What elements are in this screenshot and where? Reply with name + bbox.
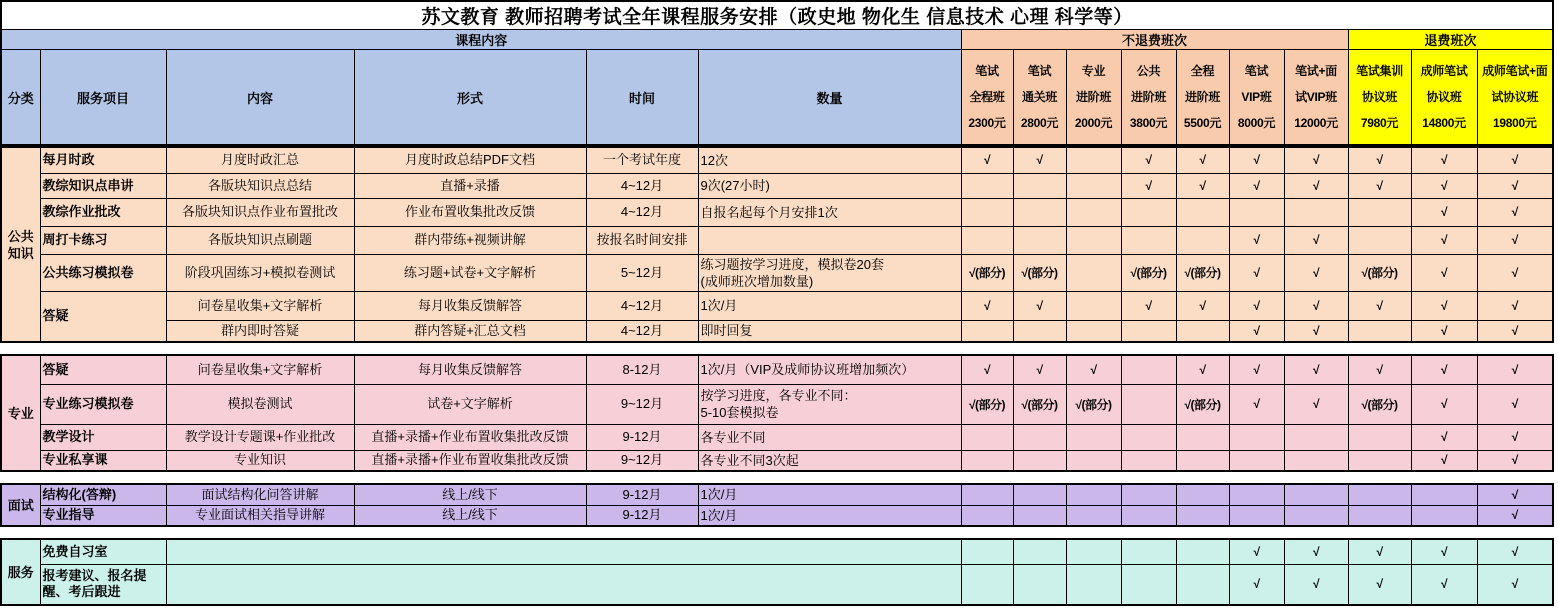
time-cell: 9~12月 xyxy=(586,450,698,471)
check-cell: √ xyxy=(1477,539,1553,564)
check-cell xyxy=(1121,564,1176,605)
check-cell xyxy=(1013,539,1066,564)
column-header-6: 数量 xyxy=(698,50,961,146)
quantity-cell: 按学习进度，各专业不同： 5-10套模拟卷 xyxy=(698,384,961,424)
table-row xyxy=(1,254,1553,291)
check-cell xyxy=(1013,424,1066,450)
category-cell: 公共 知识 xyxy=(1,147,40,342)
check-cell xyxy=(1176,484,1229,505)
content-cell: 各版块知识点作业布置批改 xyxy=(166,198,354,226)
check-cell xyxy=(1013,198,1066,226)
time-cell: 9~12月 xyxy=(586,384,698,424)
check-cell xyxy=(1348,484,1411,505)
check-cell xyxy=(1121,320,1176,342)
form-cell: 群内答疑+汇总文档 xyxy=(354,320,586,342)
check-cell xyxy=(961,173,1013,198)
table-row xyxy=(1,484,1553,505)
check-cell: √ xyxy=(1477,291,1553,320)
form-cell: 作业布置收集批改反馈 xyxy=(354,198,586,226)
check-cell: √ xyxy=(1348,564,1411,605)
class-header-10: 成师笔试+面 试协议班 19800元 xyxy=(1477,50,1553,146)
check-cell: √ xyxy=(1176,173,1229,198)
time-cell: 按报名时间安排 xyxy=(586,226,698,254)
merged-detail-cell xyxy=(166,564,961,605)
quantity-cell: 1次/月 xyxy=(698,505,961,526)
check-cell: √ xyxy=(1348,539,1411,564)
service-item-cell: 报考建议、报名提醒、考后跟进 xyxy=(40,564,166,605)
check-cell: √ xyxy=(1284,226,1348,254)
check-cell xyxy=(1284,450,1348,471)
form-cell: 练习题+试卷+文字解析 xyxy=(354,254,586,291)
check-cell: √ xyxy=(1229,291,1284,320)
table-row xyxy=(1,564,1553,605)
check-cell: √(部分) xyxy=(961,384,1013,424)
check-cell: √ xyxy=(1411,424,1477,450)
class-header-8: 笔试集训 协议班 7980元 xyxy=(1348,50,1411,146)
check-cell: √(部分) xyxy=(1348,384,1411,424)
check-cell xyxy=(961,320,1013,342)
column-header-4: 形式 xyxy=(354,50,586,146)
check-cell xyxy=(1066,198,1121,226)
check-cell: √ xyxy=(1121,291,1176,320)
check-cell xyxy=(1066,484,1121,505)
check-cell: √ xyxy=(1229,384,1284,424)
check-cell: √ xyxy=(1411,320,1477,342)
section-gap xyxy=(0,472,1552,483)
check-cell: √(部分) xyxy=(1066,384,1121,424)
check-cell: √(部分) xyxy=(1013,254,1066,291)
check-cell xyxy=(1066,564,1121,605)
check-cell: √ xyxy=(1229,147,1284,173)
content-cell: 月度时政汇总 xyxy=(166,147,354,173)
class-header-1: 笔试 全程班 2300元 xyxy=(961,50,1013,146)
check-cell xyxy=(1013,505,1066,526)
check-cell xyxy=(961,450,1013,471)
check-cell: √ xyxy=(1229,539,1284,564)
category-cell: 服务 xyxy=(1,539,40,605)
check-cell: √ xyxy=(1411,198,1477,226)
check-cell: √ xyxy=(1284,147,1348,173)
class-header-3: 专业 进阶班 2000元 xyxy=(1066,50,1121,146)
content-cell: 群内即时答疑 xyxy=(166,320,354,342)
category-cell: 专业 xyxy=(1,355,40,471)
check-cell: √ xyxy=(1176,147,1229,173)
service-item-cell: 教综知识点串讲 xyxy=(40,173,166,198)
column-header-3: 内容 xyxy=(166,50,354,146)
table-row xyxy=(1,173,1553,198)
content-cell: 阶段巩固练习+模拟卷测试 xyxy=(166,254,354,291)
check-cell: √ xyxy=(1477,198,1553,226)
quantity-cell: 1次/月（VIP及成师协议班增加频次） xyxy=(698,355,961,384)
table-row xyxy=(1,539,1553,564)
content-cell: 模拟卷测试 xyxy=(166,384,354,424)
quantity-cell: 1次/月 xyxy=(698,484,961,505)
check-cell: √ xyxy=(1348,355,1411,384)
check-cell: √ xyxy=(1477,320,1553,342)
column-header-1: 分类 xyxy=(1,50,40,146)
table-row xyxy=(1,450,1553,471)
check-cell: √ xyxy=(961,147,1013,173)
check-cell: √ xyxy=(1411,564,1477,605)
check-cell xyxy=(1176,564,1229,605)
check-cell xyxy=(1013,484,1066,505)
check-cell xyxy=(1411,484,1477,505)
check-cell: √ xyxy=(1411,450,1477,471)
time-cell: 8-12月 xyxy=(586,355,698,384)
content-cell: 各版块知识点刷题 xyxy=(166,226,354,254)
service-item-cell: 答疑 xyxy=(40,355,166,384)
check-cell xyxy=(1176,505,1229,526)
class-header-2: 笔试 通关班 2800元 xyxy=(1013,50,1066,146)
check-cell: √ xyxy=(1284,539,1348,564)
time-cell: 9-12月 xyxy=(586,484,698,505)
service-item-cell: 专业练习模拟卷 xyxy=(40,384,166,424)
check-cell xyxy=(1121,198,1176,226)
category-cell: 面试 xyxy=(1,484,40,526)
check-cell xyxy=(961,564,1013,605)
form-cell: 月度时政总结PDF文档 xyxy=(354,147,586,173)
check-cell: √ xyxy=(1284,254,1348,291)
check-cell xyxy=(1066,173,1121,198)
check-cell xyxy=(1348,226,1411,254)
table-row xyxy=(1,147,1553,173)
check-cell: √ xyxy=(961,291,1013,320)
check-cell: √ xyxy=(1229,355,1284,384)
table-row xyxy=(1,355,1553,384)
check-cell xyxy=(1013,564,1066,605)
group-nonrefund: 不退费班次 xyxy=(961,30,1348,50)
check-cell: √ xyxy=(1229,320,1284,342)
section-gap xyxy=(0,343,1552,354)
check-cell: √ xyxy=(1477,424,1553,450)
table-row xyxy=(1,198,1553,226)
check-cell xyxy=(1121,384,1176,424)
group-header-row xyxy=(1,30,1553,50)
check-cell xyxy=(1013,173,1066,198)
service-item-cell: 专业指导 xyxy=(40,505,166,526)
check-cell: √ xyxy=(1284,173,1348,198)
column-header-5: 时间 xyxy=(586,50,698,146)
check-cell: √ xyxy=(1229,564,1284,605)
check-cell: √ xyxy=(1477,505,1553,526)
form-cell: 线上/线下 xyxy=(354,505,586,526)
service-item-cell: 免费自习室 xyxy=(40,539,166,564)
check-cell: √ xyxy=(1013,291,1066,320)
section-gap xyxy=(0,527,1552,538)
table-row xyxy=(1,320,1553,342)
check-cell xyxy=(1229,505,1284,526)
check-cell: √ xyxy=(1411,147,1477,173)
table-row xyxy=(1,226,1553,254)
check-cell xyxy=(1066,539,1121,564)
check-cell xyxy=(1176,539,1229,564)
time-cell: 4~12月 xyxy=(586,173,698,198)
check-cell xyxy=(1176,198,1229,226)
check-cell xyxy=(961,226,1013,254)
check-cell: √ xyxy=(1176,291,1229,320)
check-cell xyxy=(961,539,1013,564)
check-cell xyxy=(1066,424,1121,450)
quantity-cell: 各专业不同 xyxy=(698,424,961,450)
check-cell: √ xyxy=(1284,320,1348,342)
check-cell: √ xyxy=(1411,291,1477,320)
content-cell: 面试结构化问答讲解 xyxy=(166,484,354,505)
check-cell xyxy=(1066,147,1121,173)
class-header-6: 笔试 VIP班 8000元 xyxy=(1229,50,1284,146)
check-cell xyxy=(1229,424,1284,450)
check-cell: √ xyxy=(961,355,1013,384)
check-cell: √(部分) xyxy=(1176,384,1229,424)
check-cell xyxy=(1284,198,1348,226)
check-cell: √ xyxy=(1477,173,1553,198)
check-cell: √ xyxy=(1477,564,1553,605)
group-course-content: 课程内容 xyxy=(1,30,961,50)
check-cell xyxy=(1121,226,1176,254)
quantity-cell: 自报名起每个月安排1次 xyxy=(698,198,961,226)
time-cell: 一个考试年度 xyxy=(586,147,698,173)
table-row xyxy=(1,384,1553,424)
service-item-cell: 周打卡练习 xyxy=(40,226,166,254)
check-cell xyxy=(1284,505,1348,526)
check-cell: √ xyxy=(1411,226,1477,254)
content-cell: 问卷星收集+文字解析 xyxy=(166,291,354,320)
check-cell xyxy=(1229,450,1284,471)
service-item-cell: 公共练习模拟卷 xyxy=(40,254,166,291)
check-cell xyxy=(1348,320,1411,342)
check-cell xyxy=(1066,254,1121,291)
check-cell: √ xyxy=(1229,173,1284,198)
form-cell: 每月收集反馈解答 xyxy=(354,355,586,384)
check-cell xyxy=(961,484,1013,505)
column-header-2: 服务项目 xyxy=(40,50,166,146)
check-cell: √ xyxy=(1229,254,1284,291)
quantity-cell: 练习题按学习进度，模拟卷20套 (成师班次增加数量) xyxy=(698,254,961,291)
check-cell: √(部分) xyxy=(1013,384,1066,424)
class-header-5: 全程 进阶班 5500元 xyxy=(1176,50,1229,146)
section-table-major xyxy=(0,354,1554,472)
check-cell: √(部分) xyxy=(961,254,1013,291)
check-cell: √ xyxy=(1477,384,1553,424)
check-cell: √ xyxy=(1477,484,1553,505)
check-cell xyxy=(1121,355,1176,384)
check-cell: √ xyxy=(1411,173,1477,198)
check-cell xyxy=(1284,424,1348,450)
form-cell: 线上/线下 xyxy=(354,484,586,505)
check-cell xyxy=(1284,484,1348,505)
check-cell xyxy=(1013,226,1066,254)
merged-detail-cell xyxy=(166,539,961,564)
class-header-7: 笔试+面 试VIP班 12000元 xyxy=(1284,50,1348,146)
check-cell xyxy=(1013,450,1066,471)
quantity-cell xyxy=(698,226,961,254)
check-cell xyxy=(961,505,1013,526)
service-item-cell: 专业私享课 xyxy=(40,450,166,471)
quantity-cell: 9次(27小时) xyxy=(698,173,961,198)
table-row xyxy=(1,291,1553,320)
form-cell: 直播+录播 xyxy=(354,173,586,198)
group-refund: 退费班次 xyxy=(1348,30,1553,50)
check-cell: √ xyxy=(1411,254,1477,291)
check-cell: √ xyxy=(1284,291,1348,320)
section-table-service xyxy=(0,538,1554,606)
check-cell xyxy=(1066,291,1121,320)
header-table xyxy=(0,0,1554,146)
section-table-public xyxy=(0,146,1554,343)
service-item-cell: 结构化(答辩) xyxy=(40,484,166,505)
check-cell xyxy=(1066,226,1121,254)
form-cell: 群内带练+视频讲解 xyxy=(354,226,586,254)
content-cell: 问卷星收集+文字解析 xyxy=(166,355,354,384)
table-row xyxy=(1,505,1553,526)
check-cell xyxy=(1121,539,1176,564)
check-cell: √ xyxy=(1229,226,1284,254)
check-cell: √ xyxy=(1176,355,1229,384)
check-cell xyxy=(1121,484,1176,505)
quantity-cell: 12次 xyxy=(698,147,961,173)
content-cell: 专业面试相关指导讲解 xyxy=(166,505,354,526)
check-cell xyxy=(1348,505,1411,526)
check-cell: √ xyxy=(1284,384,1348,424)
check-cell xyxy=(1411,505,1477,526)
check-cell: √ xyxy=(1477,355,1553,384)
check-cell: √ xyxy=(1411,539,1477,564)
check-cell: √ xyxy=(1348,147,1411,173)
time-cell: 4~12月 xyxy=(586,198,698,226)
check-cell: √ xyxy=(1284,564,1348,605)
time-cell: 4~12月 xyxy=(586,291,698,320)
check-cell: √ xyxy=(1066,355,1121,384)
class-header-4: 公共 进阶班 3800元 xyxy=(1121,50,1176,146)
check-cell xyxy=(1066,450,1121,471)
check-cell: √ xyxy=(1284,355,1348,384)
quantity-cell: 1次/月 xyxy=(698,291,961,320)
form-cell: 试卷+文字解析 xyxy=(354,384,586,424)
check-cell: √ xyxy=(1013,355,1066,384)
check-cell xyxy=(1176,320,1229,342)
check-cell: √ xyxy=(1477,450,1553,471)
check-cell xyxy=(1176,424,1229,450)
check-cell xyxy=(1066,505,1121,526)
check-cell: √ xyxy=(1121,173,1176,198)
check-cell: √(部分) xyxy=(1121,254,1176,291)
quantity-cell: 即时回复 xyxy=(698,320,961,342)
page-title: 苏文教育 教师招聘考试全年课程服务安排（政史地 物化生 信息技术 心理 科学等） xyxy=(1,1,1553,30)
check-cell: √(部分) xyxy=(1176,254,1229,291)
check-cell: √ xyxy=(1477,226,1553,254)
check-cell xyxy=(1121,450,1176,471)
content-cell: 教学设计专题课+作业批改 xyxy=(166,424,354,450)
service-item-cell: 教综作业批改 xyxy=(40,198,166,226)
content-cell: 各版块知识点总结 xyxy=(166,173,354,198)
check-cell: √ xyxy=(1121,147,1176,173)
check-cell xyxy=(1013,320,1066,342)
check-cell xyxy=(1066,320,1121,342)
check-cell xyxy=(1121,424,1176,450)
time-cell: 9-12月 xyxy=(586,505,698,526)
check-cell: √ xyxy=(1348,173,1411,198)
time-cell: 5~12月 xyxy=(586,254,698,291)
check-cell xyxy=(1176,450,1229,471)
check-cell xyxy=(1348,424,1411,450)
check-cell: √ xyxy=(1411,384,1477,424)
section-table-interview xyxy=(0,483,1554,527)
time-cell: 9-12月 xyxy=(586,424,698,450)
title-row xyxy=(1,1,1553,30)
check-cell: √(部分) xyxy=(1348,254,1411,291)
check-cell xyxy=(961,424,1013,450)
check-cell: √ xyxy=(1411,355,1477,384)
service-item-cell: 教学设计 xyxy=(40,424,166,450)
form-cell: 直播+录播+作业布置收集批改反馈 xyxy=(354,424,586,450)
quantity-cell: 各专业不同3次起 xyxy=(698,450,961,471)
form-cell: 每月收集反馈解答 xyxy=(354,291,586,320)
time-cell: 4~12月 xyxy=(586,320,698,342)
table-row xyxy=(1,424,1553,450)
check-cell: √ xyxy=(1013,147,1066,173)
check-cell: √ xyxy=(1477,254,1553,291)
service-item-cell: 每月时政 xyxy=(40,147,166,173)
check-cell xyxy=(1121,505,1176,526)
check-cell xyxy=(1229,198,1284,226)
form-cell: 直播+录播+作业布置收集批改反馈 xyxy=(354,450,586,471)
content-cell: 专业知识 xyxy=(166,450,354,471)
check-cell xyxy=(1348,450,1411,471)
check-cell: √ xyxy=(1348,291,1411,320)
check-cell xyxy=(1348,198,1411,226)
check-cell xyxy=(1229,484,1284,505)
class-header-9: 成师笔试 协议班 14800元 xyxy=(1411,50,1477,146)
sections-container xyxy=(0,146,1552,606)
service-item-cell: 答疑 xyxy=(40,291,166,342)
check-cell xyxy=(961,198,1013,226)
column-header-row xyxy=(1,50,1553,146)
check-cell: √ xyxy=(1477,147,1553,173)
check-cell xyxy=(1176,226,1229,254)
